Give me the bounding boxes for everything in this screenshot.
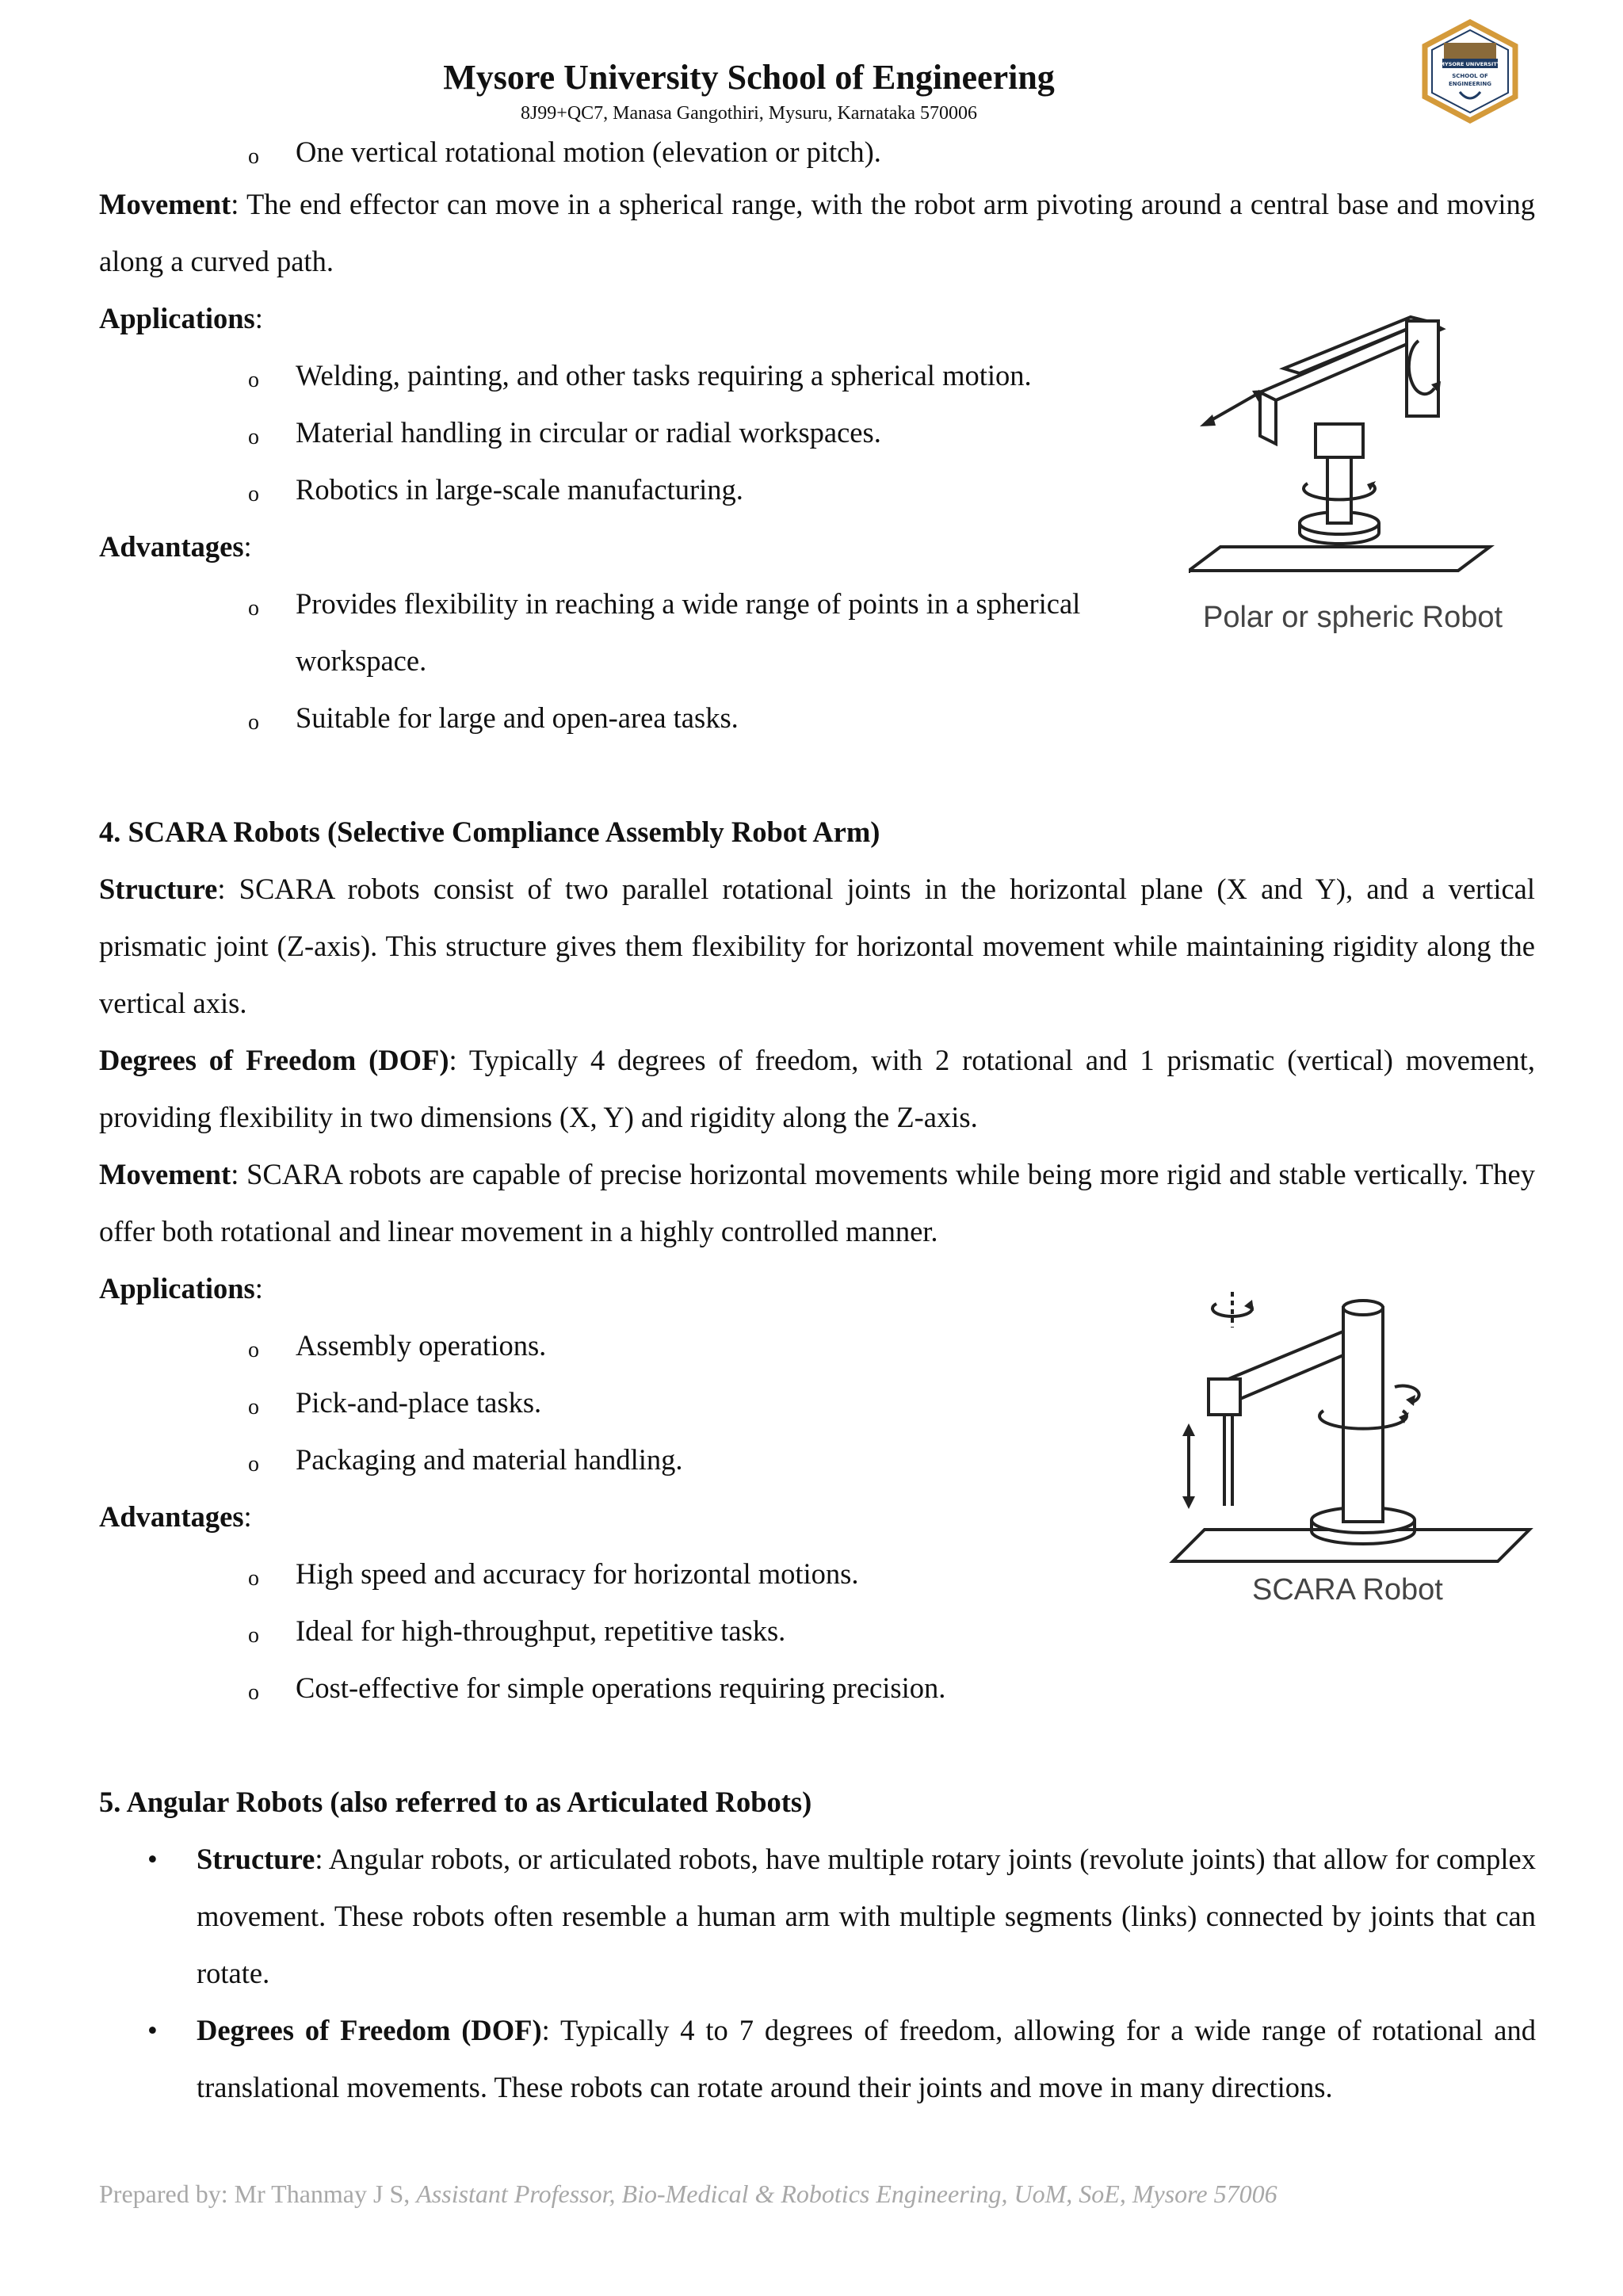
list-marker: o <box>248 1623 259 1648</box>
list-item-text: Pick-and-place tasks. <box>296 1386 542 1419</box>
dof-text: : Typically 4 to 7 degrees of freedom, allowing for a wide range of rotational and translational movements. These robots can rotate around their joints and move in many directions. <box>197 2014 1536 2103</box>
scara-structure-paragraph <box>99 861 1535 1032</box>
polar-figure-caption: Polar or spheric Robot <box>1203 601 1503 634</box>
svg-text:MYSORE UNIVERSITY: MYSORE UNIVERSITY <box>1439 61 1501 67</box>
list-marker: o <box>248 596 259 621</box>
list-item-text: High speed and accuracy for horizontal motions. <box>296 1557 859 1590</box>
list-marker: o <box>248 1680 259 1705</box>
header-address: 8J99+QC7, Manasa Gangothiri, Mysuru, Karnataka 570006 <box>520 103 978 124</box>
list-marker: o <box>248 425 259 449</box>
university-logo <box>1419 19 1522 124</box>
list-item-text: Packaging and material handling. <box>296 1443 683 1476</box>
list-item-text: Cost-effective for simple operations requiring precision. <box>296 1671 946 1704</box>
list-marker: o <box>248 1338 259 1362</box>
list-item <box>248 1545 859 1603</box>
angular-dof-bullet <box>147 2002 1536 2116</box>
list-marker: o <box>248 710 259 735</box>
list-item <box>248 1431 683 1488</box>
polar-movement-paragraph <box>99 176 1535 290</box>
list-item-text: Provides flexibility in reaching a wide range of points in a spherical <box>296 587 1081 620</box>
list-marker: o <box>248 1566 259 1591</box>
list-item <box>248 404 881 461</box>
movement-label: Movement <box>99 188 231 220</box>
page-footer <box>99 2179 1277 2209</box>
list-item <box>248 575 1081 632</box>
angular-heading: 5. Angular Robots (also referred to as Articulated Robots) <box>99 1786 812 1818</box>
applications-label: Applications <box>99 302 255 334</box>
list-item <box>248 1660 946 1717</box>
dof-label: Degrees of Freedom (DOF) <box>197 2014 542 2046</box>
list-item-text: Assembly operations. <box>296 1329 547 1362</box>
list-item <box>248 461 743 518</box>
list-item <box>248 124 881 181</box>
list-item-text: One vertical rotational motion (elevation or pitch). <box>296 136 881 168</box>
list-item-text: Ideal for high-throughput, repetitive tasks. <box>296 1614 786 1647</box>
movement-text: : SCARA robots are capable of precise horizontal movements while being more rigid and stable vertically. They offer both rotational and linear movement in a highly controlled manner. <box>99 1158 1535 1247</box>
list-item <box>248 1603 786 1660</box>
colon: : <box>254 1272 263 1305</box>
colon: : <box>254 302 263 334</box>
list-marker: o <box>248 144 259 169</box>
list-item-text: Welding, painting, and other tasks requiring a spherical motion. <box>296 359 1032 392</box>
dof-label: Degrees of Freedom (DOF) <box>99 1044 449 1076</box>
list-item <box>248 1374 542 1431</box>
advantages-label: Advantages <box>99 530 244 563</box>
scara-movement-paragraph <box>99 1146 1535 1260</box>
bullet-marker: • <box>147 1843 158 1875</box>
footer-affiliation: Assistant Professor, Bio-Medical & Robotics Engineering, UoM, SoE, Mysore 57006 <box>416 2179 1277 2208</box>
applications-label: Applications <box>99 1272 255 1305</box>
svg-text:SCHOOL OF: SCHOOL OF <box>1452 73 1488 79</box>
list-item-continuation <box>296 632 426 690</box>
svg-text:ENGINEERING: ENGINEERING <box>1448 81 1492 87</box>
scara-dof-paragraph <box>99 1032 1535 1146</box>
dof-text: : Typically 4 degrees of freedom, with 2 rotational and 1 prismatic (vertical) movement, providing flexibility in two dimensions (X, Y) and rigidity along the Z-axis. <box>99 1044 1535 1133</box>
movement-text: : The end effector can move in a spherical range, with the robot arm pivoting around a central base and moving along a curved path. <box>99 188 1535 277</box>
list-item <box>248 690 739 747</box>
scara-robot-figure <box>1165 1268 1537 1577</box>
structure-label: Structure <box>197 1843 315 1875</box>
list-item-text: Robotics in large-scale manufacturing. <box>296 473 743 506</box>
polar-robot-figure <box>1189 305 1537 575</box>
list-item-text: Material handling in circular or radial workspaces. <box>296 416 881 449</box>
advantages-label: Advantages <box>99 1500 244 1533</box>
list-item-text: workspace. <box>296 644 427 677</box>
colon: : <box>243 1500 252 1533</box>
list-item-text: Suitable for large and open-area tasks. <box>296 701 739 734</box>
structure-label: Structure <box>99 873 218 905</box>
scara-heading: 4. SCARA Robots (Selective Compliance Assembly Robot Arm) <box>99 816 880 848</box>
movement-label: Movement <box>99 1158 231 1190</box>
page-title: Mysore University School of Engineering <box>443 58 1055 97</box>
list-marker: o <box>248 1395 259 1419</box>
structure-text: : SCARA robots consist of two parallel rotational joints in the horizontal plane (X and Y), and a vertical prismatic joint (Z-axis). This structure gives them flexibility for horizontal movement while maintaining rigidity along the vertical axis. <box>99 873 1535 1019</box>
structure-text: : Angular robots, or articulated robots, have multiple rotary joints (revolute joints) that allow for complex movement. These robots often resemble a human arm with multiple segments (links) connected by joints that can rotate. <box>197 1843 1536 1989</box>
bullet-marker: • <box>147 2014 158 2046</box>
colon: : <box>243 530 252 563</box>
angular-structure-bullet <box>147 1831 1536 2002</box>
list-marker: o <box>248 368 259 392</box>
footer-prefix: Prepared by: Mr Thanmay J S, <box>99 2179 417 2208</box>
list-marker: o <box>248 1452 259 1477</box>
list-item <box>248 347 1032 404</box>
list-marker: o <box>248 482 259 506</box>
scara-figure-caption: SCARA Robot <box>1252 1573 1443 1606</box>
list-item <box>248 1317 547 1374</box>
